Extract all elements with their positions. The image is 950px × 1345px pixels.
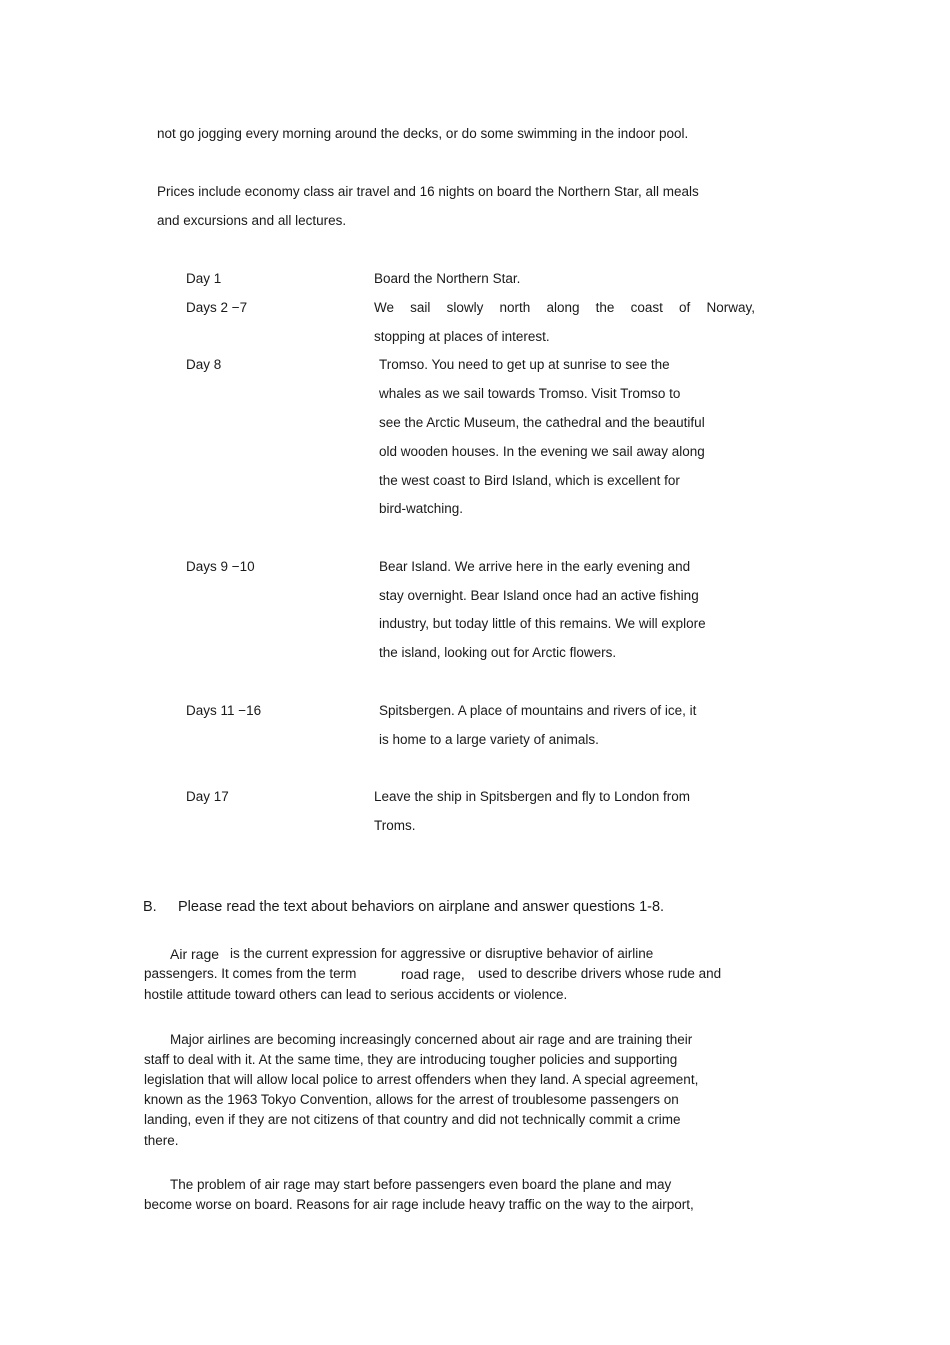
intro-line: not go jogging every morning around the decks, or do some swimming in the indoor pool.: [157, 126, 689, 141]
itinerary-text: Bear Island. We arrive here in the early evening and: [379, 559, 691, 574]
itinerary-text: stay overnight. Bear Island once had an active fishing: [379, 588, 699, 603]
section-instruction: Please read the text about behaviors on airplane and answer questions 1-8.: [178, 899, 665, 915]
term-road-rage: road rage,: [401, 966, 465, 982]
itinerary-text: Spitsbergen. A place of mountains and rivers of ice, it: [379, 703, 697, 718]
itinerary-text: bird-watching.: [379, 501, 464, 516]
itinerary-text: Troms.: [374, 818, 416, 833]
itinerary-text: see the Arctic Museum, the cathedral and the beautiful: [379, 415, 705, 430]
paragraph-text: used to describe drivers whose rude and: [478, 966, 722, 981]
paragraph-text: become worse on board. Reasons for air rage include heavy traffic on the way to the airport,: [144, 1197, 694, 1212]
paragraph-text: legislation that will allow local police to arrest offenders when they land. A special agreement,: [144, 1072, 699, 1087]
prices-line-2: and excursions and all lectures.: [157, 213, 347, 228]
itinerary-text: is home to a large variety of animals.: [379, 732, 599, 747]
itinerary-text: Board the Northern Star.: [374, 271, 521, 286]
term-air-rage: Air rage: [170, 946, 220, 962]
itinerary-text: industry, but today little of this remains. We will explore: [379, 616, 706, 631]
itinerary-day: Days 11 −16: [186, 703, 262, 718]
itinerary-day: Day 17: [186, 789, 229, 804]
itinerary-text: old wooden houses. In the evening we sail away along: [379, 444, 705, 459]
paragraph-text: passengers. It comes from the term: [144, 966, 357, 981]
paragraph-text: there.: [144, 1133, 179, 1148]
paragraph-text: landing, even if they are not citizens of that country and did not technically commit a crime: [144, 1112, 681, 1127]
itinerary-day: Days 9 −10: [186, 559, 255, 574]
itinerary-day: Days 2 −7: [186, 300, 248, 315]
section-label: B.: [143, 899, 157, 915]
itinerary-day: Day 8: [186, 357, 222, 372]
paragraph-text: hostile attitude toward others can lead to serious accidents or violence.: [144, 987, 568, 1002]
paragraph-text: known as the 1963 Tokyo Convention, allows for the arrest of troublesome passengers on: [144, 1092, 679, 1107]
itinerary-day: Day 1: [186, 271, 222, 286]
itinerary-text: whales as we sail towards Tromso. Visit Tromso to: [379, 386, 681, 401]
paragraph-text: Major airlines are becoming increasingly concerned about air rage and are training their: [170, 1032, 693, 1047]
paragraph-text: staff to deal with it. At the same time, they are introducing tougher policies and supporting: [144, 1052, 678, 1067]
itinerary-text: the island, looking out for Arctic flowers.: [379, 645, 617, 660]
prices-line-1: Prices include economy class air travel and 16 nights on board the Northern Star, all meals: [157, 184, 699, 199]
itinerary-text: stopping at places of interest.: [374, 329, 550, 344]
itinerary-text: Tromso. You need to get up at sunrise to see the: [379, 357, 670, 372]
paragraph-text: is the current expression for aggressive or disruptive behavior of airline: [230, 946, 654, 961]
itinerary-text: the west coast to Bird Island, which is excellent for: [379, 473, 680, 488]
paragraph-text: The problem of air rage may start before passengers even board the plane and may: [170, 1177, 672, 1192]
itinerary-text: We sail slowly north along the coast of Norway,: [374, 300, 755, 315]
itinerary-text: Leave the ship in Spitsbergen and fly to London from: [374, 789, 690, 804]
